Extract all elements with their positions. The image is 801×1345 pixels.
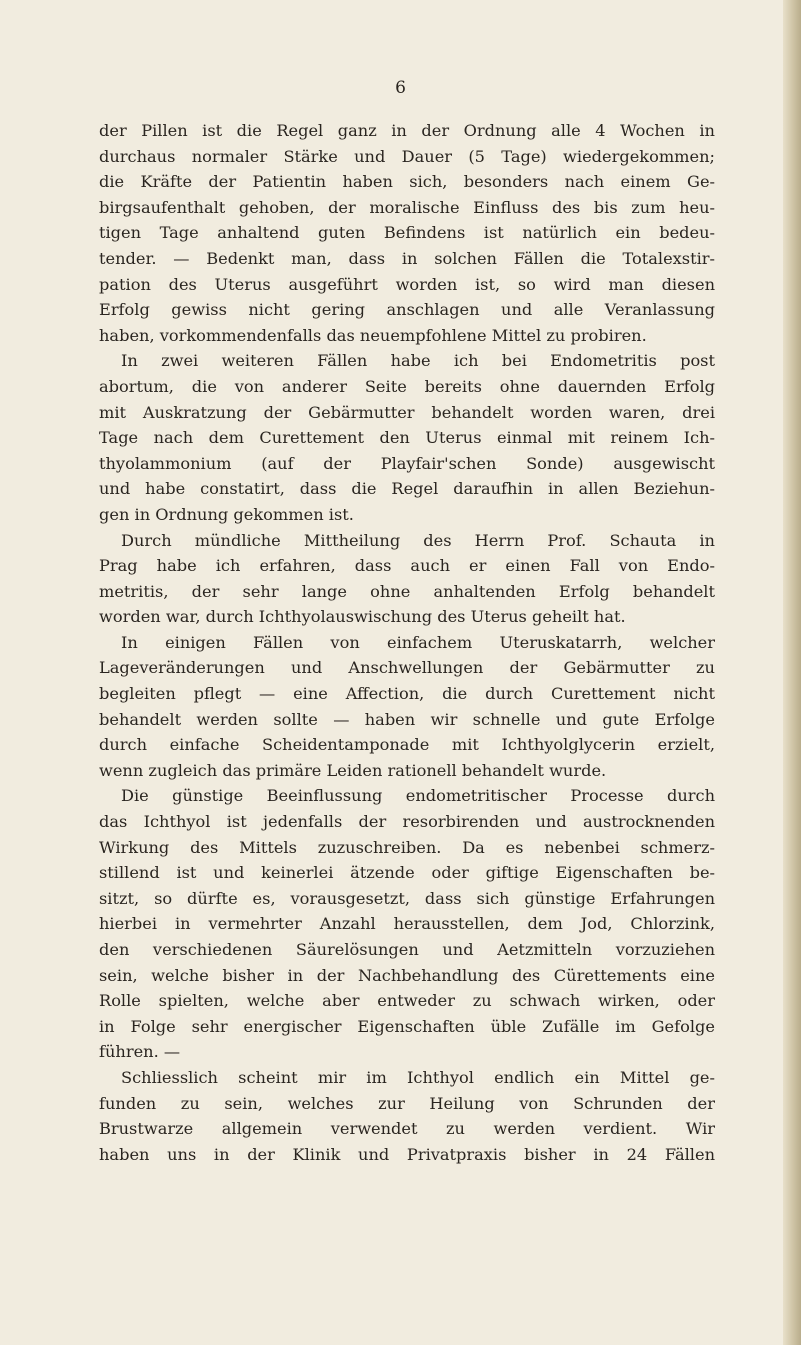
page-number: 6 xyxy=(395,78,406,98)
text-line: gen in Ordnung gekommen ist. xyxy=(99,504,354,524)
text-line: birgsaufenthalt gehoben, der moralische Einfluss des bis zum heu- xyxy=(99,197,715,217)
text-line: Prag habe ich erfahren, dass auch er einen Fall von Endo- xyxy=(99,556,715,576)
text-line: In zwei weiteren Fällen habe ich bei Endometritis post xyxy=(121,351,715,371)
text-line: Tage nach dem Curettement den Uterus einmal mit reinem Ich- xyxy=(99,428,715,448)
text-line: abortum, die von anderer Seite bereits ohne dauernden Erfolg xyxy=(99,376,715,396)
text-line: sitzt, so dürfte es, vorausgesetzt, dass sich günstige Erfahrungen xyxy=(99,888,715,908)
text-line: sein, welche bisher in der Nachbehandlung des Cürettements eine xyxy=(99,965,715,985)
text-line: worden war, durch Ichthyolauswischung des Uterus geheilt hat. xyxy=(99,607,626,627)
text-line: stillend ist und keinerlei ätzende oder giftige Eigenschaften be- xyxy=(99,863,715,883)
text-line: die Kräfte der Patientin haben sich, besonders nach einem Ge- xyxy=(99,172,715,192)
text-line: und habe constatirt, dass die Regel daraufhin in allen Beziehun- xyxy=(99,479,715,499)
page-edge-shadow xyxy=(783,0,801,1345)
text-line: begleiten pflegt — eine Affection, die durch Curettement nicht xyxy=(99,684,715,704)
text-line: tender. — Bedenkt man, dass in solchen Fällen die Totalexstir- xyxy=(99,248,715,268)
text-line: Schliesslich scheint mir im Ichthyol endlich ein Mittel ge- xyxy=(121,1067,715,1087)
text-line: In einigen Fällen von einfachem Uteruskatarrh, welcher xyxy=(121,632,715,652)
text-line: Lageveränderungen und Anschwellungen der Gebärmutter zu xyxy=(99,658,715,678)
text-line: funden zu sein, welches zur Heilung von Schrunden der xyxy=(99,1093,715,1113)
text-line: thyolammonium (auf der Playfair'schen Sonde) ausgewischt xyxy=(99,453,715,473)
text-line: Erfolg gewiss nicht gering anschlagen und alle Veranlassung xyxy=(99,300,715,320)
text-line: Wirkung des Mittels zuzuschreiben. Da es nebenbei schmerz- xyxy=(99,837,715,857)
text-line: metritis, der sehr lange ohne anhaltenden Erfolg behandelt xyxy=(99,581,715,601)
text-line: haben uns in der Klinik und Privatpraxis bisher in 24 Fällen xyxy=(99,1144,715,1164)
text-line: führen. — xyxy=(99,1042,181,1062)
text-line: Brustwarze allgemein verwendet zu werden verdient. Wir xyxy=(99,1119,715,1139)
text-line: das Ichthyol ist jedenfalls der resorbirenden und austrocknenden xyxy=(99,812,715,832)
text-line: Rolle spielten, welche aber entweder zu schwach wirken, oder xyxy=(99,991,715,1011)
text-line: der Pillen ist die Regel ganz in der Ordnung alle 4 Wochen in xyxy=(99,121,715,140)
text-line: hierbei in vermehrter Anzahl herausstellen, dem Jod, Chlorzink, xyxy=(99,914,715,934)
text-line: haben, vorkommendenfalls das neuempfohlene Mittel zu probiren. xyxy=(99,325,647,345)
text-line: tigen Tage anhaltend guten Befindens ist natürlich ein bedeu- xyxy=(99,223,715,243)
text-line: durch einfache Scheidentamponade mit Ichthyolglycerin erzielt, xyxy=(99,735,715,755)
text-line: durchaus normaler Stärke und Dauer (5 Tage) wiedergekommen; xyxy=(99,146,715,166)
text-line: den verschiedenen Säurelösungen und Aetzmitteln vorzuziehen xyxy=(99,940,715,959)
text-line: pation des Uterus ausgeführt worden ist, so wird man diesen xyxy=(99,274,715,294)
text-line: Die günstige Beeinflussung endometritischer Processe durch xyxy=(121,786,715,806)
text-line: wenn zugleich das primäre Leiden rationell behandelt wurde. xyxy=(99,760,607,780)
text-line: behandelt werden sollte — haben wir schnelle und gute Erfolge xyxy=(99,709,715,729)
body-text xyxy=(99,118,715,1167)
text-line: in Folge sehr energischer Eigenschaften üble Zufälle im Gefolge xyxy=(99,1016,715,1036)
text-line: mit Auskratzung der Gebärmutter behandelt worden waren, drei xyxy=(99,402,715,422)
text-line: Durch mündliche Mittheilung des Herrn Prof. Schauta in xyxy=(121,530,715,550)
